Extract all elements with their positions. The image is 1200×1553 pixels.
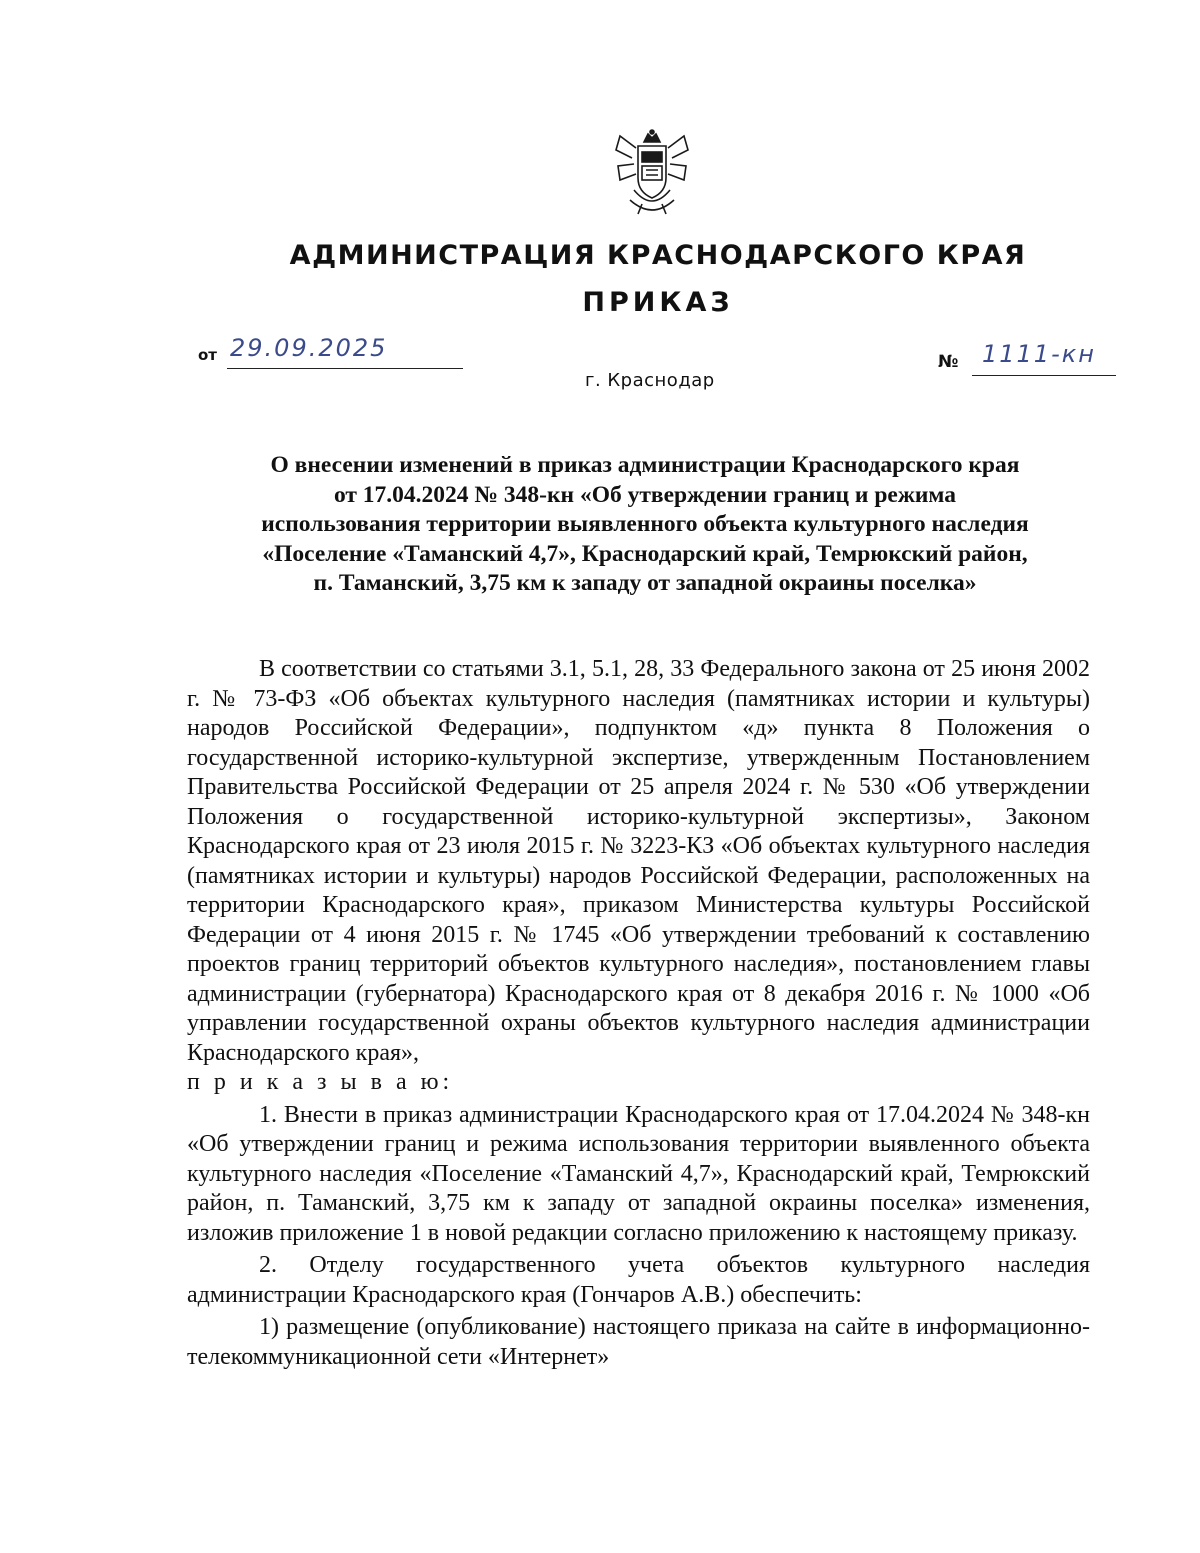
title-line: п. Таманский, 3,75 км к западу от западной окраины поселка»	[313, 570, 977, 596]
item-2-paragraph: 2. Отделу государственного учета объектов культурного наследия администрации Краснодарского края (Гончаров А.В.) обеспечить:	[187, 1252, 1090, 1308]
title-line: «Поселение «Таманский 4,7», Краснодарский край, Темрюкский район,	[262, 540, 1028, 567]
number-handwritten: 1111-кн	[982, 340, 1096, 368]
title-line: О внесении изменений в приказ администрации Краснодарского края	[270, 452, 1020, 478]
item-1-paragraph: 1. Внести в приказ администрации Краснодарского края от 17.04.2024 № 348-кн «Об утверждении границ и режима использования территории выявленного объекта культурного наследия «Поселение «Таманский 4,7», Краснодарский край, Темрюкский район, п. Таманский, 3,75 км к западу от западной окраины поселка» изменения, изложив приложение 1 в новой редакции согласно приложению к настоящему приказу.	[187, 1101, 1090, 1246]
order-word: п р и к а з ы в а ю:	[187, 1069, 454, 1095]
date-label: от	[198, 346, 217, 364]
title-line: использования территории выявленного объекта культурного наследия	[261, 511, 1029, 537]
document-type: ПРИКАЗ	[582, 287, 734, 318]
date-underline	[227, 368, 463, 369]
document-title	[180, 451, 1110, 599]
item-2-1-paragraph: 1) размещение (опубликование) настоящего приказа на сайте в информационно-телекоммуникационной сети «Интернет»	[187, 1314, 1090, 1370]
date-handwritten: 29.09.2025	[230, 334, 388, 362]
number-underline	[972, 375, 1116, 376]
preamble-paragraph: В соответствии со статьями 3.1, 5.1, 28, 33 Федерального закона от 25 июня 2002 г. № 73-ФЗ «Об объектах культурного наследия (памятниках истории и культуры) народов Российской Федерации», подпунктом «д» пункта 8 Положения о государственной историко-культурной экспертизе, утвержденным Постановлением Правительства Российской Федерации от 25 апреля 2024 г. № 530 «Об утверждении Положения о государственной историко-культурной экспертизы», Законом Краснодарского края от 23 июля 2015 г. № 3223-КЗ «Об объектах культурного наследия (памятниках истории и культуры) народов Российской Федерации, расположенных на территории Краснодарского края», приказом Министерства культуры Российской Федерации от 4 июня 2015 г. № 1745 «Об утверждении требований к составлению проектов границ территорий объектов культурного наследия», постановлением главы администрации (губернатора) Краснодарского края от 8 декабря 2016 г. № 1000 «Об управлении государственной охраны объектов культурного наследия администрации Краснодарского края»,	[187, 656, 1090, 1066]
city-name: г. Краснодар	[585, 370, 715, 391]
number-label: №	[938, 352, 959, 372]
organization-name: АДМИНИСТРАЦИЯ КРАСНОДАРСКОГО КРАЯ	[289, 240, 1027, 271]
title-line: от 17.04.2024 № 348-кн «Об утверждении границ и режима	[333, 481, 957, 508]
krasnodar-krai-coat-of-arms-icon	[612, 128, 692, 220]
document-body	[187, 655, 1090, 1372]
